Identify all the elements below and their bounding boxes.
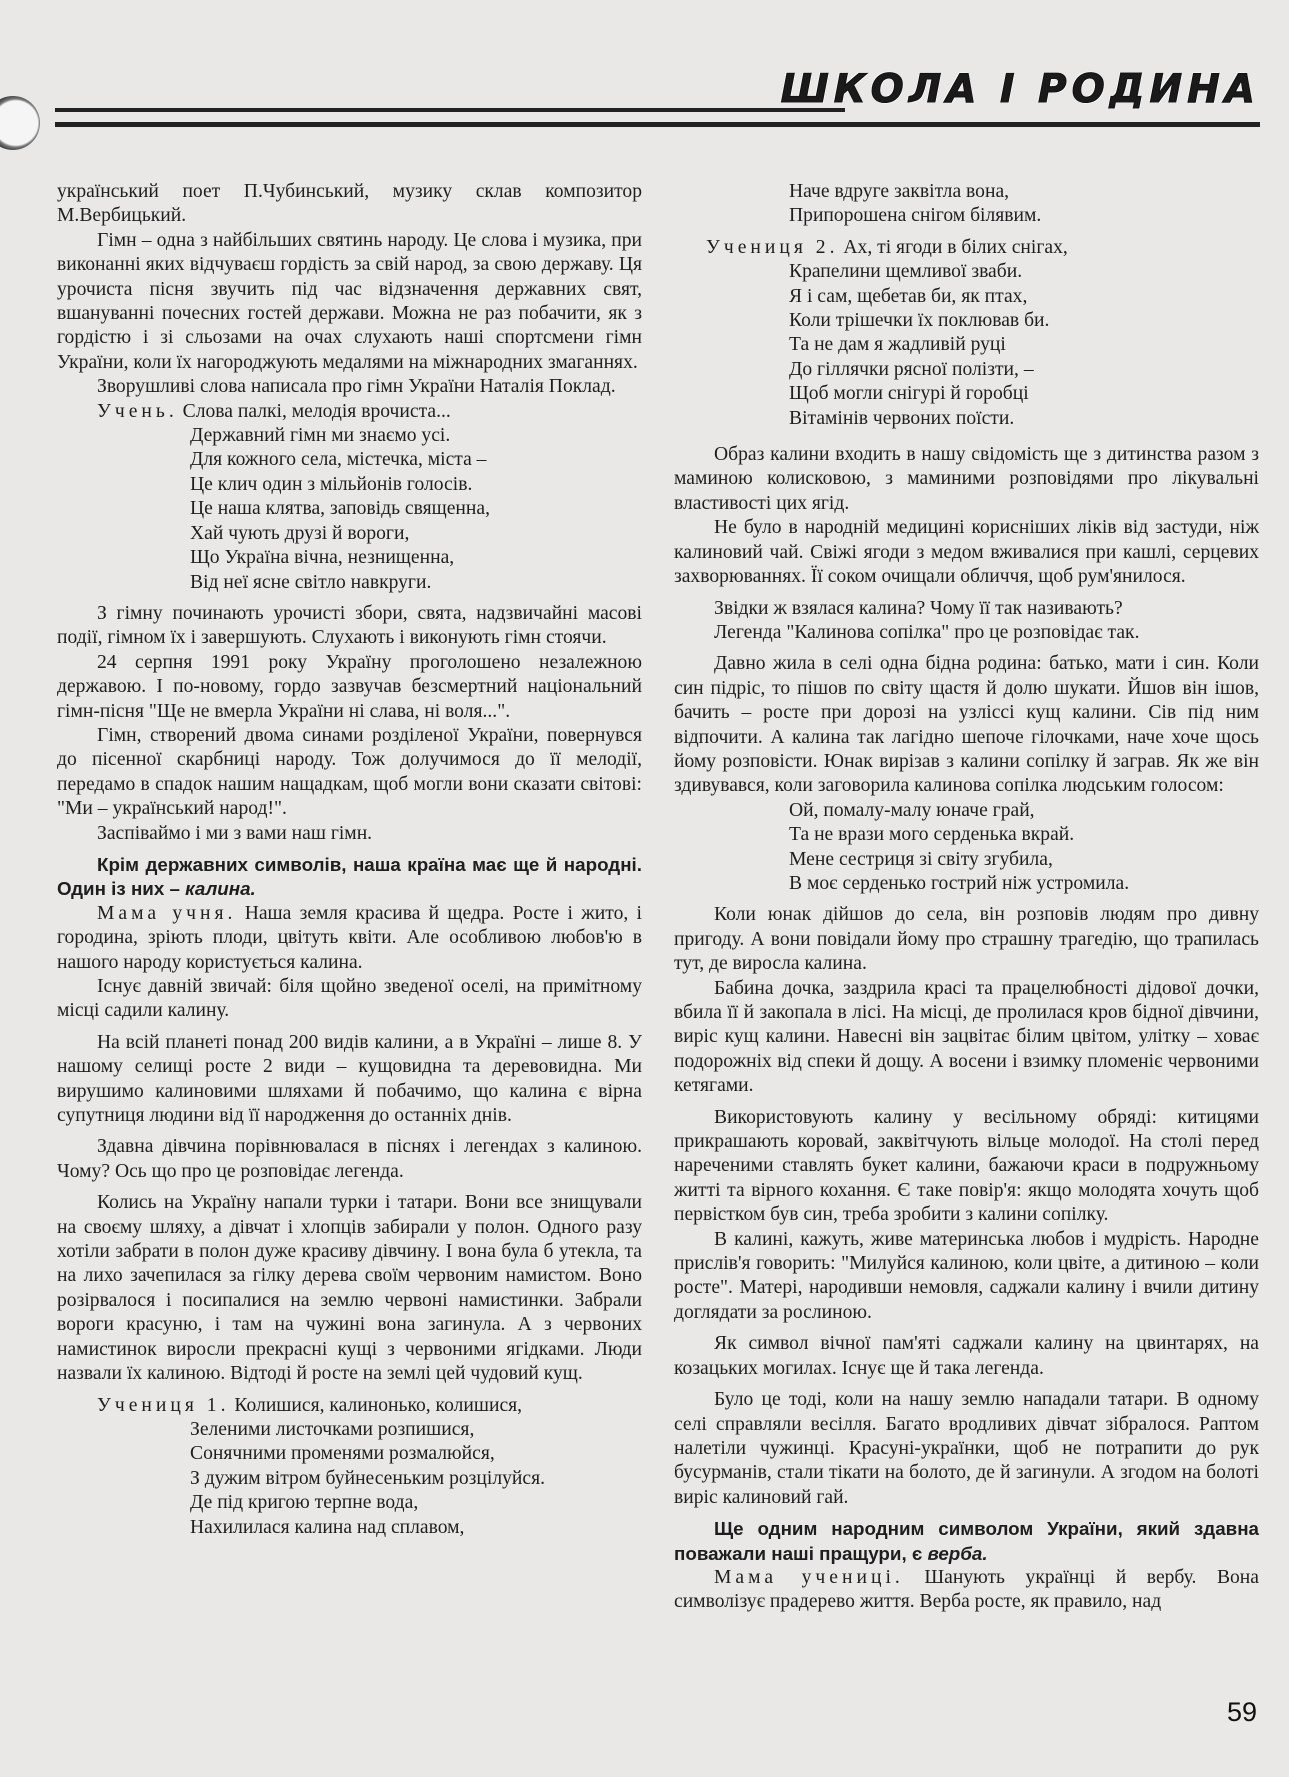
poem-line: Вітамінів червоних поїсти. [789,407,1015,429]
speaker-label: Мама учениці. [714,1566,904,1588]
paragraph: Коли юнак дійшов до села, він розповів людям про дивну пригоду. А вони повідали йому про страшну трагедію, що трапилась тут, де виросла калина. [674,904,1259,975]
section-title: ШКОЛА І РОДИНА [780,67,1260,112]
paragraph-bold: Ще одним народним символом України, який здавна поважали наші пращури, є верба. [674,1518,1259,1564]
paragraph: Використовують калину у весільному обряді: китицями прикрашають коровай, заквітчують вільце молодої. На столі перед нареченими ставлять букет калини, бажаючи краси в подружньому житті та вірного кохання. Є таке повір'я: якщо молодята хочуть щоб первістком був син, треба зробити з калини сопілку. [674,1106,1259,1226]
speaker-label: Учениця 2. [706,236,839,258]
paragraph: Колись на Україну напали турки і татари. Вони все знищували на своєму шляху, а дівчат і хлопців забирали у полон. Одного разу хотіли забрати в полон дуже красиву дівчину. І вона була б утекла, та на лихо зачепилася за гілку дерева своїм червоним намистом. Воно розірвалося і посипалися на землю червоні намистинки. Забрали вороги красуню, і там на чужині вона загинула. А з червоних намистинок виросли прекрасні кущі з червоними ягідками. Люди назвали їх калиною. Відтоді й росте на землі цей чудовий кущ. [57,1192,642,1385]
poem-line: Де під кригою терпне вода, [190,1492,419,1514]
poem-line: Державний гімн ми знаємо усі. [190,425,451,447]
header-rule [55,108,845,112]
poem-kalynonka-continued [674,180,1259,229]
header-rule-full [55,122,1260,127]
paragraph: Гімн, створений двома синами розділеної України, повернувся до пісенної скарбниці народу. Тож долучимося до її мелодії, передамо в спадок нашим нащадкам, щоб могли вони сказати світові: "Ми – український народ!". [57,724,642,820]
poem-line: Крапелини щемливої зваби. [789,261,1023,283]
poem-line: Коли трішечки їх поклював би. [789,310,1050,332]
poem-line: Щоб могли снігурі й горобці [789,383,1029,405]
right-column [674,180,1259,1615]
paragraph: Звідки ж взялася калина? Чому її так називають? [714,597,1123,619]
paragraph: З гімну починають урочисті збори, свята, надзвичайні масові події, гімном їх і завершують. Слухають і виконують гімн стоячи. [57,602,642,649]
poem-line: Нахилилася калина над сплавом, [190,1516,465,1538]
poem-line: Слова палкі, мелодія врочиста... [182,400,451,422]
poem-line: Колишися, калинонько, колишися, [234,1394,523,1416]
paragraph: Здавна дівчина порівнювалася в піснях і легендах з калиною. Чому? Ось що про це розповідає легенда. [57,1136,642,1182]
poem-line: Від неї ясне світло навкруги. [190,571,432,593]
paragraph-bold: Крім державних символів, наша країна має ще й народні. Один із них – калина. [57,853,642,900]
paragraph: Бабина дочка, заздрила красі та працелюбності дідової дочки, вбила її й закопала в лісі. На місці, де пролилася кров бідної дівчини, виріс кущ калини. Навесні він зацвітає білим цвітом, улітку – ховає подорожніх від спеки й дощу. А восени і взимку пломеніє червоними кетягами. [674,977,1259,1097]
article-body [57,180,1260,1710]
poem-line: Мене сестриця зі світу згубила, [789,848,1053,870]
poem-line: Для кожного села, містечка, міста – [190,449,487,471]
paragraph: Образ калини входить в нашу свідомість ще з дитинства разом з маминою колисковою, з маминими розповідями про лікувальні властивості цих ягід. [674,444,1259,514]
poem-line: Зеленими листочками розпишися, [190,1418,475,1440]
poem-line: До гіллячки рясної полізти, – [789,358,1034,380]
poem-sopilka [674,799,1259,897]
poem-line: Це наша клятва, заповідь священна, [190,498,490,520]
paragraph: Мама учня. Наша земля красива й щедра. Росте і жито, і городина, зріють плоди, цвітуть квіти. Але особливою любов'ю в нашого народу користується калина. [57,902,642,973]
poem-berries [674,236,1259,431]
keyword-kalyna: калина. [185,878,256,900]
poem-line: Хай чують друзі й вороги, [190,522,410,544]
paragraph: Мама учениці. Шанують українці й вербу. Вона символізує прадерево життя. Верба росте, як правило, над [674,1566,1259,1613]
paragraph: Заспіваймо і ми з вами наш гімн. [97,822,373,844]
paragraph: Гімн – одна з найбільших святинь народу. Це слова і музика, при виконанні яких відчуваєш гордість за свій народ, за свою державу. Ця урочиста пісня звучить під час відзначення державних свят, вшануванні почесних гостей держави. Можна не раз побачити, як з гордістю і зі сльозами на очах слухають наші спортсмени гімн України, коли їх нагороджують медалями на міжнародних змаганнях. [57,229,642,373]
poem-line: Та не дам я жадливій руці [789,334,1006,356]
paragraph: Як символ вічної пам'яті саджали калину на цвинтарях, на козацьких могилах. Існує ще й така легенда. [674,1333,1259,1379]
paragraph: Було це тоді, коли на нашу землю нападали татари. В одному селі справляли весілля. Багато вродливих дівчат зібралося. Раптом налетіли чужинці. Красуні-українки, щоб не потрапити до рук бусурманів, стали тікати на болото, де й загинули. А згодом на болоті виріс калиновий гай. [674,1389,1259,1508]
paragraph: Легенда "Калинова сопілка" про це розповідає так. [714,621,1140,643]
poem-line: Це клич один з мільйонів голосів. [190,473,473,495]
paragraph: В калині, кажуть, живе материнська любов і мудрість. Народне прислів'я говорить: "Милуйся калиною, коли цвіте, а дитиною – коли росте". Матері, народивши немовля, саджали калину і вчили дитину доглядати за рослиною. [674,1228,1259,1323]
poem-line: З дужим вітром буйнесеньким розцілуйся. [190,1467,546,1489]
speaker-label: Мама учня. [97,902,237,924]
keyword-verba: верба. [927,1542,988,1564]
poem-line: Припорошена снігом білявим. [789,205,1042,227]
poem-line: Що Україна вічна, незнищенна, [190,547,455,569]
poem-line: Наче вдруге заквітла вона, [789,181,1010,202]
poem-line: Сонячними променями розмалюйся, [190,1443,495,1465]
binder-hole [0,96,40,150]
paragraph: На всій планеті понад 200 видів калини, а в Україні – лише 8. У нашому селищі росте 2 види – кущовидна та деревовидна. Ми вирушимо калиновими шляхами й побачимо, що калина є вірна супутниця людини від її народження до останніх днів. [57,1031,642,1127]
page-header [55,68,1260,134]
paragraph: Зворушливі слова написала про гімн України Наталія Поклад. [97,376,616,398]
poem-line: Та не врази мого серденька вкрай. [789,824,1075,846]
paragraph: 24 серпня 1991 року Україну проголошено незалежною державою. І по-новому, гордо зазвучав безсмертний національний гімн-пісня "Ще не вмерла України ні слава, ні воля...". [57,651,642,722]
poem-line: Ах, ті ягоди в білих снігах, [843,236,1068,258]
left-column [57,180,642,1540]
poem-line: В моє серденько гострий ніж устромила. [789,872,1130,894]
speaker-label: Учень. [97,400,178,422]
page-number: 59 [1226,1697,1257,1727]
poem-kalynonka [57,1394,642,1540]
poem-line: Я і сам, щебетав би, як птах, [789,285,1028,307]
speaker-label: Учениця 1. [97,1394,230,1416]
paragraph: Не було в народній медицині корисніших ліків від застуди, ніж калиновий чай. Свіжі ягоди з медом вживалися при кашлі, серцевих захворюваннях. Її соком очищали обличчя, щоб рум'янилося. [674,517,1259,588]
poem-line: Ой, помалу-малу юначе грай, [789,799,1035,821]
poem-anthem [57,400,642,595]
paragraph: Давно жила в селі одна бідна родина: батько, мати і син. Коли син підріс, то пішов по світу щастя й долю шукати. Йшов він ішов, бачить – росте при дорозі на узліссі кущ калини. Сів під ним відпочити. А калина так лагідно шепоче гілочками, наче хоче щось йому розповісти. Юнак вирізав з калини сопілку й заграв. Як же він здивувався, коли заговорила калинова сопілка людським голосом: [674,653,1259,797]
paragraph: український поет П.Чубинський, музику склав композитор М.Вербицький. [57,181,642,227]
paragraph: Існує давній звичай: біля щойно зведеної оселі, на примітному місці садили калину. [57,976,642,1022]
